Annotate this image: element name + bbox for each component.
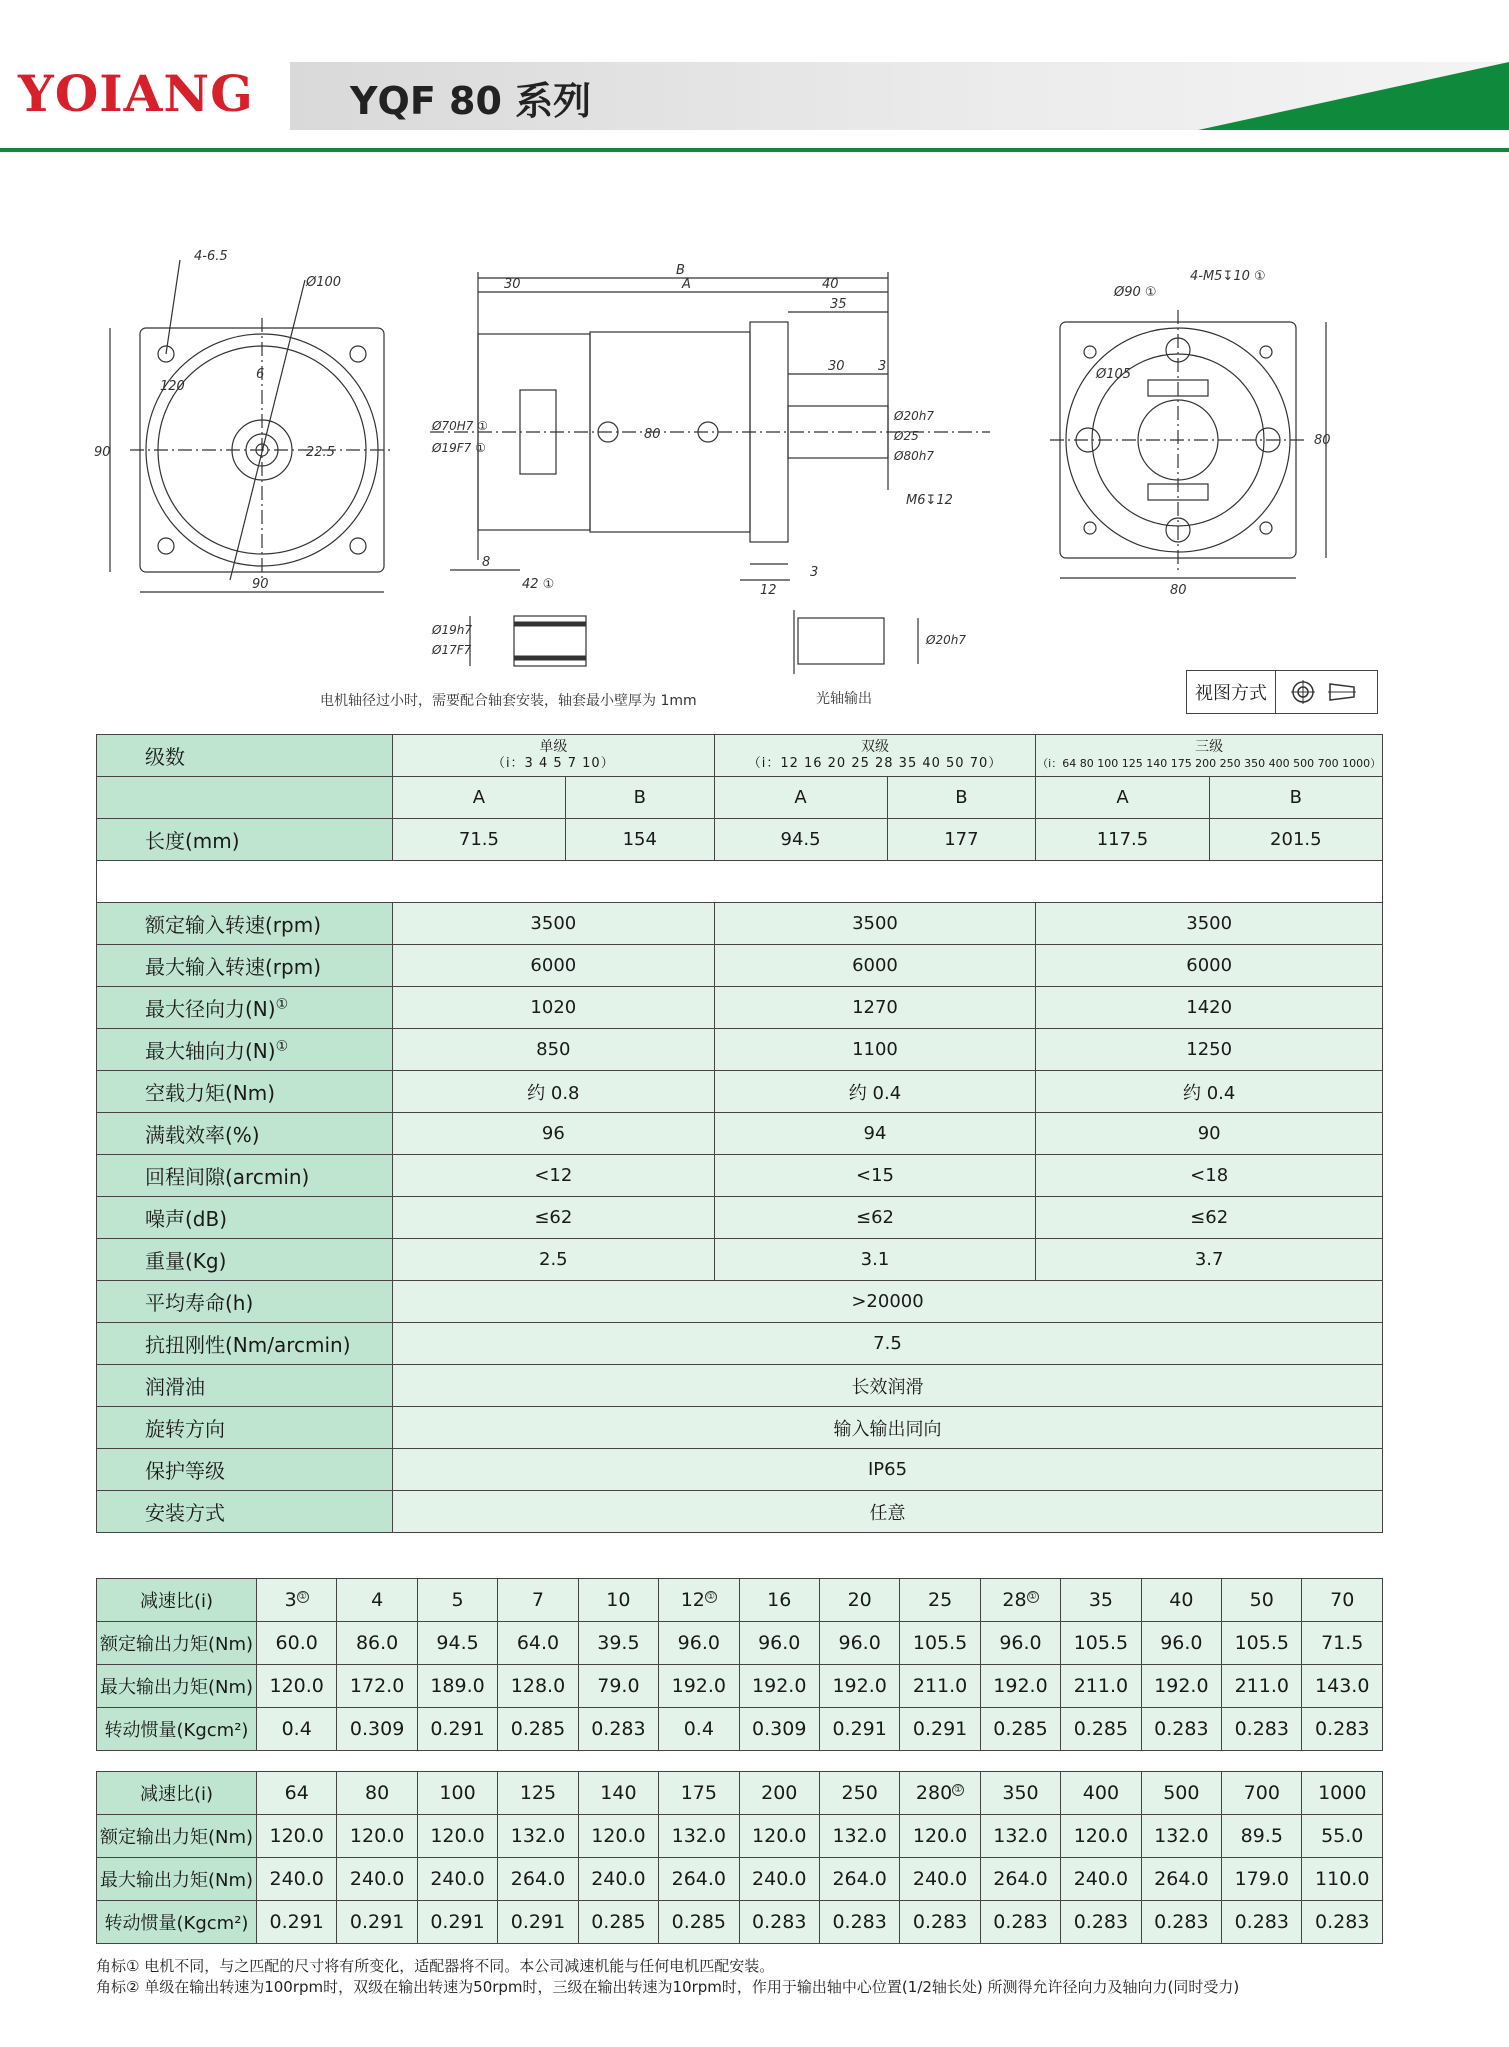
max-torque-row-cell: 172.0: [337, 1665, 417, 1708]
stage-row: [97, 735, 1383, 777]
dim-30-shaft: 30: [828, 359, 845, 374]
rear-view: [1050, 310, 1326, 578]
spec-row: [97, 1113, 1383, 1155]
inertia-row-cell: 0.283: [1222, 1708, 1302, 1751]
common-row-label: 抗扭刚性(Nm/arcmin): [97, 1323, 393, 1365]
rated-torque-row-label: 额定输出力矩(Nm): [97, 1815, 257, 1858]
max-torque-row-cell: 192.0: [980, 1665, 1060, 1708]
rated-torque-row-cell: 120.0: [1061, 1815, 1141, 1858]
max-torque-row-cell: 211.0: [1061, 1665, 1141, 1708]
spec-row: [97, 1239, 1383, 1281]
inertia-row-cell: 0.283: [1141, 1708, 1221, 1751]
rated-torque-row-cell: 120.0: [337, 1815, 417, 1858]
spec-value: <18: [1036, 1155, 1383, 1197]
spec-row-label: 最大输入转速(rpm): [97, 945, 393, 987]
ratio-row-cell: 12 ①: [659, 1579, 739, 1622]
spec-value: 96: [393, 1113, 715, 1155]
rated-torque-row-cell: 39.5: [578, 1622, 658, 1665]
rated-torque-row-cell: 132.0: [659, 1815, 739, 1858]
spec-row-label: 重量(Kg): [97, 1239, 393, 1281]
ratio-row-cell: 140: [578, 1772, 658, 1815]
dim-d105: Ø105: [1096, 367, 1132, 382]
rated-torque-row-cell: 55.0: [1302, 1815, 1383, 1858]
ab-header: B: [1209, 777, 1382, 819]
common-value: 长效润滑: [393, 1365, 1383, 1407]
ab-header-row: [97, 777, 1383, 819]
dim-12: 12: [760, 583, 777, 598]
page-header: [0, 0, 1509, 160]
spec-row-label: 最大轴向力(N)①: [97, 1029, 393, 1071]
max-torque-row: [97, 1858, 1383, 1901]
length-label: 长度(mm): [97, 819, 393, 861]
ratio-row-label: 减速比(i): [97, 1579, 257, 1622]
inertia-row-cell: 0.283: [1302, 1708, 1383, 1751]
length-cell: 94.5: [714, 819, 887, 861]
spec-row: [97, 1197, 1383, 1239]
inertia-row-cell: 0.285: [498, 1708, 578, 1751]
dim-90-horizontal: 90: [252, 577, 269, 592]
rated-torque-row-cell: 96.0: [819, 1622, 899, 1665]
dim-3-bottom: 3: [810, 565, 819, 580]
stage-label: 级数: [97, 735, 393, 777]
ratio-row-cell: 125: [498, 1772, 578, 1815]
inertia-row-cell: 0.291: [417, 1901, 497, 1944]
inertia-row: [97, 1901, 1383, 1944]
dim-optical-d20h7: Ø20h7: [926, 633, 966, 647]
inertia-row-cell: 0.285: [578, 1901, 658, 1944]
spec-value: 3500: [1036, 903, 1383, 945]
ratio-row-cell: 50: [1222, 1579, 1302, 1622]
max-torque-row-cell: 192.0: [1141, 1665, 1221, 1708]
length-row: [97, 819, 1383, 861]
spec-value: 3500: [393, 903, 715, 945]
footnote-2: 角标② 单级在输出转速为100rpm时，双级在输出转速为50rpm时，三级在输出转速为10rpm时，作用于输出轴中心位置(1/2轴长处) 所测得允许径向力及轴向力(同时受力): [96, 1978, 1240, 1996]
dim-d20h7: Ø20h7: [894, 409, 934, 423]
ratio-row-cell: 175: [659, 1772, 739, 1815]
ab-header-label: [97, 777, 393, 819]
dim-6: 6: [256, 367, 265, 382]
dim-d25: Ø25: [894, 429, 919, 443]
inertia-row-cell: 0.283: [1061, 1901, 1141, 1944]
dim-sleeve-d19h7: Ø19h7: [432, 623, 472, 637]
view-method-label: 视图方式: [1187, 671, 1276, 713]
spec-value: 3.7: [1036, 1239, 1383, 1281]
dim-b: B: [676, 263, 685, 278]
dim-42: 42 ①: [522, 577, 555, 592]
ratio-row-cell: 350: [980, 1772, 1060, 1815]
max-torque-row-cell: 189.0: [417, 1665, 497, 1708]
footnote-mark: ①: [954, 1784, 963, 1795]
dim-d19f7: Ø19F7 ①: [432, 441, 486, 455]
spec-row-label: 额定输入转速(rpm): [97, 903, 393, 945]
spec-row-label: 回程间隙(arcmin): [97, 1155, 393, 1197]
rated-torque-row-cell: 132.0: [980, 1815, 1060, 1858]
footnote-mark: ①: [706, 1591, 715, 1602]
common-row-label: 旋转方向: [97, 1407, 393, 1449]
spec-value: 1250: [1036, 1029, 1383, 1071]
spec-value: 2.5: [393, 1239, 715, 1281]
spec-row: [97, 945, 1383, 987]
dim-35: 35: [830, 297, 847, 312]
common-row: [97, 1281, 1383, 1323]
ratio-row-cell: 100: [417, 1772, 497, 1815]
view-method-box: [1186, 670, 1378, 714]
ratio-row-cell: 3 ①: [257, 1579, 337, 1622]
projection-cone-icon: [1328, 681, 1356, 703]
inertia-row-cell: 0.283: [980, 1901, 1060, 1944]
rated-torque-row: [97, 1815, 1383, 1858]
spec-value: 3500: [714, 903, 1036, 945]
spec-row: [97, 987, 1383, 1029]
inertia-row-cell: 0.283: [900, 1901, 980, 1944]
rated-torque-row-cell: 96.0: [739, 1622, 819, 1665]
ab-header: B: [887, 777, 1036, 819]
max-torque-row-label: 最大输出力矩(Nm): [97, 1665, 257, 1708]
dim-80-rear-vertical: 80: [1314, 433, 1331, 448]
inertia-row-cell: 0.4: [659, 1708, 739, 1751]
spec-value: 94: [714, 1113, 1036, 1155]
max-torque-row-cell: 120.0: [257, 1665, 337, 1708]
view-method-icons: [1276, 679, 1356, 705]
dim-80-rear-horizontal: 80: [1170, 583, 1187, 598]
spec-row: [97, 1155, 1383, 1197]
inertia-row-label: 转动惯量(Kgcm²): [97, 1901, 257, 1944]
inertia-row-cell: 0.291: [337, 1901, 417, 1944]
dim-80-side: 80: [644, 427, 661, 442]
ab-header: B: [565, 777, 714, 819]
ratio-row-cell: 250: [819, 1772, 899, 1815]
length-cell: 177: [887, 819, 1036, 861]
spec-value: 约 0.4: [714, 1071, 1036, 1113]
max-torque-row-cell: 240.0: [257, 1858, 337, 1901]
footnote-mark: ①: [1028, 1591, 1037, 1602]
common-value: 7.5: [393, 1323, 1383, 1365]
ratio-row-cell: 7: [498, 1579, 578, 1622]
ratio-row-cell: 80: [337, 1772, 417, 1815]
ratio-row-cell: 16: [739, 1579, 819, 1622]
footnotes: [96, 1956, 1239, 1998]
length-cell: 71.5: [393, 819, 566, 861]
spec-value: 850: [393, 1029, 715, 1071]
inertia-row-cell: 0.283: [1302, 1901, 1383, 1944]
max-torque-row-cell: 110.0: [1302, 1858, 1383, 1901]
drawings-svg: [0, 230, 1509, 710]
spec-value: 6000: [1036, 945, 1383, 987]
technical-drawings: [0, 230, 1509, 710]
max-torque-row-cell: 240.0: [417, 1858, 497, 1901]
dim-m6: M6↧12: [906, 493, 953, 508]
dim-d100: Ø100: [306, 275, 342, 290]
ratio-table-1: [96, 1578, 1383, 1751]
spec-value: <12: [393, 1155, 715, 1197]
ratio-row-cell: 64: [257, 1772, 337, 1815]
series-title: YQF 80 系列: [350, 79, 592, 123]
rated-torque-row-cell: 105.5: [1061, 1622, 1141, 1665]
ratio-row-cell: 200: [739, 1772, 819, 1815]
common-row-label: 安装方式: [97, 1491, 393, 1533]
rated-torque-row-cell: 132.0: [819, 1815, 899, 1858]
spec-row-label: 最大径向力(N)①: [97, 987, 393, 1029]
note-shaft-sleeve: 电机轴径过小时，需要配合轴套安装，轴套最小壁厚为 1mm: [320, 693, 697, 709]
length-cell: 154: [565, 819, 714, 861]
ratio-row: [97, 1579, 1383, 1622]
spec-value: 90: [1036, 1113, 1383, 1155]
spec-value: ≤62: [714, 1197, 1036, 1239]
max-torque-row-cell: 211.0: [1222, 1665, 1302, 1708]
dim-sleeve-d17f7: Ø17F7: [432, 643, 472, 657]
rated-torque-row-cell: 60.0: [257, 1622, 337, 1665]
max-torque-row-cell: 192.0: [819, 1665, 899, 1708]
ratio-table-2: [96, 1771, 1383, 1944]
inertia-row-cell: 0.283: [1141, 1901, 1221, 1944]
spec-value: ≤62: [393, 1197, 715, 1239]
rated-torque-row-label: 额定输出力矩(Nm): [97, 1622, 257, 1665]
max-torque-row-cell: 79.0: [578, 1665, 658, 1708]
ratio-row-cell: 4: [337, 1579, 417, 1622]
spec-value: 1420: [1036, 987, 1383, 1029]
dim-d80h7: Ø80h7: [894, 449, 934, 463]
length-cell: 117.5: [1036, 819, 1209, 861]
footnote-mark: ①: [298, 1591, 307, 1602]
rated-torque-row-cell: 132.0: [1141, 1815, 1221, 1858]
common-value: IP65: [393, 1449, 1383, 1491]
max-torque-row-cell: 264.0: [819, 1858, 899, 1901]
rated-torque-row-cell: 120.0: [257, 1815, 337, 1858]
dim-a: A: [682, 277, 691, 292]
rated-torque-row-cell: 96.0: [659, 1622, 739, 1665]
common-row: [97, 1365, 1383, 1407]
rated-torque-row-cell: 64.0: [498, 1622, 578, 1665]
spec-value: ≤62: [1036, 1197, 1383, 1239]
inertia-row-cell: 0.291: [900, 1708, 980, 1751]
stage-double: 双级 （i：12 16 20 25 28 35 40 50 70）: [714, 735, 1036, 777]
spacer-row: [97, 861, 1383, 903]
inertia-row-cell: 0.309: [739, 1708, 819, 1751]
inertia-row-cell: 0.291: [417, 1708, 497, 1751]
common-value: 任意: [393, 1491, 1383, 1533]
spec-rows: [97, 903, 1383, 1281]
rated-torque-row-cell: 120.0: [739, 1815, 819, 1858]
sleeve-detail: [470, 616, 586, 666]
spec-value: 6000: [393, 945, 715, 987]
dim-120: 120: [160, 379, 185, 394]
max-torque-row-cell: 128.0: [498, 1665, 578, 1708]
projection-circle-icon: [1290, 679, 1316, 705]
max-torque-row-cell: 143.0: [1302, 1665, 1383, 1708]
max-torque-row-cell: 211.0: [900, 1665, 980, 1708]
spec-value: 约 0.4: [1036, 1071, 1383, 1113]
dim-8: 8: [482, 555, 491, 570]
inertia-row-cell: 0.285: [659, 1901, 739, 1944]
spec-value: 1100: [714, 1029, 1036, 1071]
common-row: [97, 1407, 1383, 1449]
max-torque-row-cell: 264.0: [659, 1858, 739, 1901]
rated-torque-row-cell: 132.0: [498, 1815, 578, 1858]
rated-torque-row-cell: 120.0: [417, 1815, 497, 1858]
inertia-row-cell: 0.283: [819, 1901, 899, 1944]
ratio-row: [97, 1772, 1383, 1815]
common-row: [97, 1449, 1383, 1491]
dim-d90: Ø90 ①: [1114, 285, 1157, 300]
ratio-row-cell: 400: [1061, 1772, 1141, 1815]
dim-3-shaft: 3: [878, 359, 887, 374]
stage-single: 单级 （i：3 4 5 7 10）: [393, 735, 715, 777]
spec-value: 1270: [714, 987, 1036, 1029]
ab-header: A: [393, 777, 566, 819]
spec-row-label: 噪声(dB): [97, 1197, 393, 1239]
inertia-row-cell: 0.285: [1061, 1708, 1141, 1751]
note-optical-shaft: 光轴输出: [816, 691, 872, 707]
common-value: 输入输出同向: [393, 1407, 1383, 1449]
spec-row-label: 空载力矩(Nm): [97, 1071, 393, 1113]
rated-torque-row-cell: 120.0: [578, 1815, 658, 1858]
inertia-row: [97, 1708, 1383, 1751]
inertia-row-cell: 0.291: [819, 1708, 899, 1751]
common-rows: [97, 1281, 1383, 1533]
dim-d70h7: Ø70H7 ①: [432, 419, 488, 433]
common-row-label: 保护等级: [97, 1449, 393, 1491]
dim-90-vertical: 90: [94, 445, 111, 460]
spec-row: [97, 1029, 1383, 1071]
dim-4-m5: 4-M5↧10 ①: [1190, 269, 1266, 284]
rated-torque-row-cell: 86.0: [337, 1622, 417, 1665]
inertia-row-cell: 0.4: [257, 1708, 337, 1751]
spec-value: 1020: [393, 987, 715, 1029]
max-torque-row-cell: 240.0: [900, 1858, 980, 1901]
ratio-row-cell: 20: [819, 1579, 899, 1622]
inertia-row-cell: 0.283: [739, 1901, 819, 1944]
spec-row: [97, 1071, 1383, 1113]
dim-4-6-5: 4-6.5: [194, 249, 228, 264]
common-row-label: 润滑油: [97, 1365, 393, 1407]
spec-row-label: 满载效率(%): [97, 1113, 393, 1155]
rated-torque-row-cell: 96.0: [1141, 1622, 1221, 1665]
rated-torque-row: [97, 1622, 1383, 1665]
max-torque-row-cell: 240.0: [1061, 1858, 1141, 1901]
header-green-rule: [0, 148, 1509, 152]
footnote-1: 角标① 电机不同，与之匹配的尺寸将有所变化，适配器将不同。本公司减速机能与任何电机匹配安装。: [96, 1957, 775, 1975]
ratio-row-label: 减速比(i): [97, 1772, 257, 1815]
brand-logo: YOIANG: [18, 64, 254, 123]
spec-row: [97, 903, 1383, 945]
dim-30-top: 30: [504, 277, 521, 292]
max-torque-row-cell: 240.0: [578, 1858, 658, 1901]
length-cell: 201.5: [1209, 819, 1382, 861]
ratio-row-cell: 10: [578, 1579, 658, 1622]
max-torque-row-cell: 240.0: [337, 1858, 417, 1901]
ratio-row-cell: 280 ①: [900, 1772, 980, 1815]
ratio-row-cell: 28 ①: [980, 1579, 1060, 1622]
rated-torque-row-cell: 71.5: [1302, 1622, 1383, 1665]
max-torque-row-cell: 179.0: [1222, 1858, 1302, 1901]
ratio-row-cell: 40: [1141, 1579, 1221, 1622]
max-torque-row-cell: 264.0: [1141, 1858, 1221, 1901]
max-torque-row-cell: 192.0: [659, 1665, 739, 1708]
side-view: [430, 272, 990, 580]
inertia-row-cell: 0.309: [337, 1708, 417, 1751]
rated-torque-row-cell: 120.0: [900, 1815, 980, 1858]
ab-header: A: [1036, 777, 1209, 819]
rated-torque-row-cell: 105.5: [900, 1622, 980, 1665]
spec-value: 3.1: [714, 1239, 1036, 1281]
common-value: >20000: [393, 1281, 1383, 1323]
inertia-row-label: 转动惯量(Kgcm²): [97, 1708, 257, 1751]
max-torque-row: [97, 1665, 1383, 1708]
common-row: [97, 1491, 1383, 1533]
ratio-row-cell: 5: [417, 1579, 497, 1622]
spec-table: [96, 734, 1383, 1533]
ab-header: A: [714, 777, 887, 819]
max-torque-row-cell: 264.0: [980, 1858, 1060, 1901]
optical-shaft-detail: [794, 610, 918, 674]
dim-40: 40: [822, 277, 839, 292]
rated-torque-row-cell: 94.5: [417, 1622, 497, 1665]
stage-triple: 三级 （i：64 80 100 125 140 175 200 250 350 400 500 700 1000）: [1036, 735, 1383, 777]
ratio-row-cell: 25: [900, 1579, 980, 1622]
ratio-row-cell: 70: [1302, 1579, 1383, 1622]
ratio-row-cell: 700: [1222, 1772, 1302, 1815]
max-torque-row-cell: 240.0: [739, 1858, 819, 1901]
spec-value: <15: [714, 1155, 1036, 1197]
inertia-row-cell: 0.285: [980, 1708, 1060, 1751]
ratio-row-cell: 500: [1141, 1772, 1221, 1815]
ratio-row-cell: 35: [1061, 1579, 1141, 1622]
rated-torque-row-cell: 96.0: [980, 1622, 1060, 1665]
rated-torque-row-cell: 89.5: [1222, 1815, 1302, 1858]
front-view: [110, 260, 394, 592]
common-row: [97, 1323, 1383, 1365]
inertia-row-cell: 0.283: [1222, 1901, 1302, 1944]
max-torque-row-cell: 192.0: [739, 1665, 819, 1708]
max-torque-row-label: 最大输出力矩(Nm): [97, 1858, 257, 1901]
common-row-label: 平均寿命(h): [97, 1281, 393, 1323]
spec-value: 6000: [714, 945, 1036, 987]
inertia-row-cell: 0.291: [498, 1901, 578, 1944]
inertia-row-cell: 0.283: [578, 1708, 658, 1751]
spec-value: 约 0.8: [393, 1071, 715, 1113]
dim-22-5: 22.5: [306, 445, 335, 460]
inertia-row-cell: 0.291: [257, 1901, 337, 1944]
rated-torque-row-cell: 105.5: [1222, 1622, 1302, 1665]
max-torque-row-cell: 264.0: [498, 1858, 578, 1901]
ratio-row-cell: 1000: [1302, 1772, 1383, 1815]
